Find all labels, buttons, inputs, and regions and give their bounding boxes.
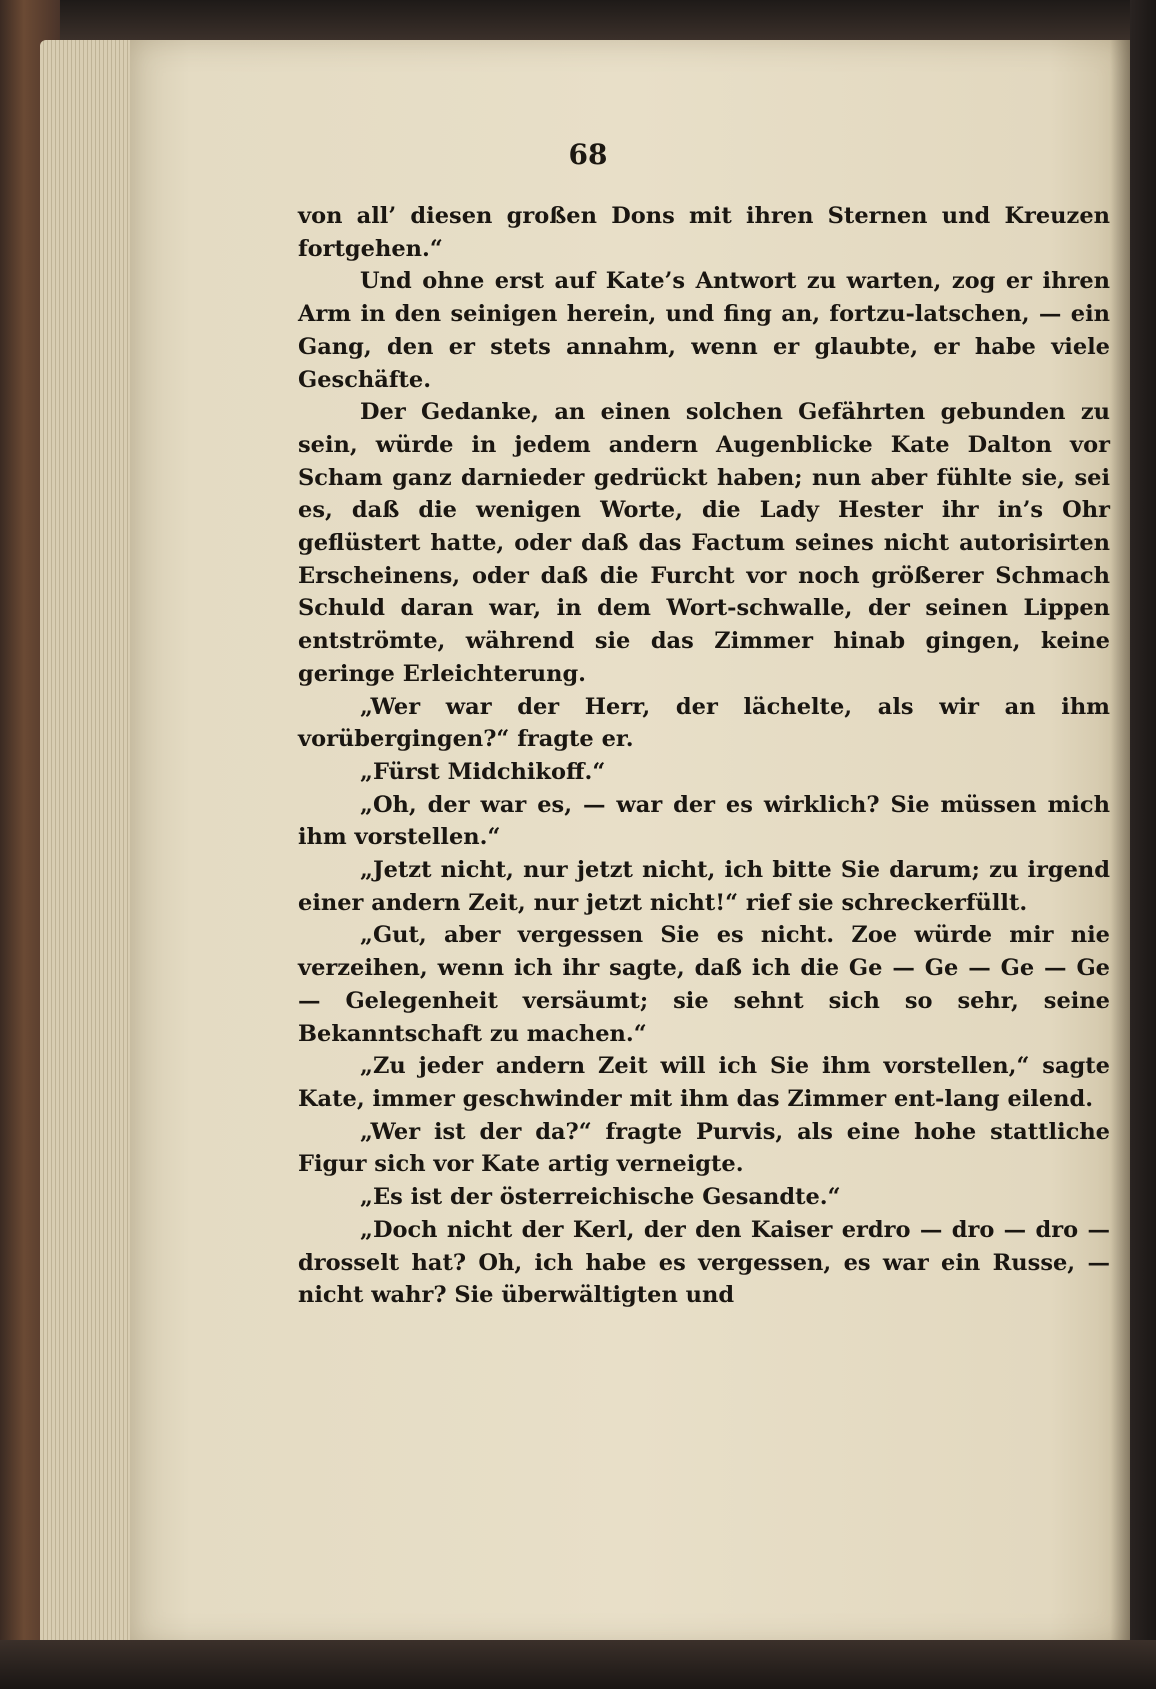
paragraph: „Es ist der österreichische Gesandte.“ — [360, 1184, 841, 1211]
paragraph: „Doch nicht der Kerl, der den Kaiser erdro — dro — dro — drosselt hat? Oh, ich habe es vergessen, es war ein Russe, — nicht wahr? Sie überwältigten und — [298, 1216, 1110, 1309]
page-number: 68 — [568, 138, 608, 171]
paragraph: „Gut, aber vergessen Sie es nicht. Zoe würde mir nie verzeihen, wenn ich ihr sagte, daß ich die Ge — Ge — Ge — Ge — Gelegenheit versäumt; sie sehnt sich so sehr, seine Bekanntschaft zu machen.“ — [298, 922, 1110, 1047]
paragraph: „Jetzt nicht, nur jetzt nicht, ich bitte Sie darum; zu irgend einer andern Zeit, nur jetzt nicht!“ rief sie schreckerfüllt. — [298, 857, 1110, 916]
page-edges-stack — [40, 40, 140, 1650]
paragraph: „Wer war der Herr, der lächelte, als wir an ihm vorübergingen?“ fragte er. — [298, 693, 1110, 753]
paragraph: „Oh, der war es, — war der es wirklich? Sie müssen mich ihm vorstellen.“ — [298, 791, 1110, 851]
book-cover-top — [0, 0, 1156, 40]
paragraph: „Zu jeder andern Zeit will ich Sie ihm vorstellen,“ sagte Kate, immer geschwinder mit ihm das Zimmer ent-lang eilend. — [298, 1053, 1110, 1112]
body-text — [298, 200, 1110, 1312]
paragraph: „Wer ist der da?“ fragte Purvis, als eine hohe stattliche Figur sich vor Kate artig verneigte. — [298, 1118, 1110, 1178]
paragraph: „Fürst Midchikoff.“ — [360, 758, 606, 785]
book-cover-right — [1130, 0, 1156, 1689]
paragraph: Und ohne erst auf Kate’s Antwort zu warten, zog er ihren Arm in den seinigen herein, und fing an, fortzu-latschen, — ein Gang, den er stets annahm, wenn er glaubte, er habe viele Geschäfte. — [298, 268, 1110, 393]
paragraph: Der Gedanke, an einen solchen Gefährten gebunden zu sein, würde in jedem andern Augenblicke Kate Dalton vor Scham ganz darnieder gedrückt haben; nun aber fühlte sie, sei es, daß die wenigen Worte, die Lady Hester ihr in’s Ohr geflüstert hatte, oder daß das Factum seines nicht autorisirten Erscheinens, oder daß die Furcht vor noch größerer Schmach Schuld daran war, in dem Wort-schwalle, der seinen Lippen entströmte, während sie das Zimmer hinab gingen, keine geringe Erleichterung. — [298, 399, 1110, 687]
paragraph: von all’ diesen großen Dons mit ihren Sternen und Kreuzen fortgehen.“ — [298, 203, 1110, 262]
book-cover-bottom — [0, 1640, 1156, 1689]
